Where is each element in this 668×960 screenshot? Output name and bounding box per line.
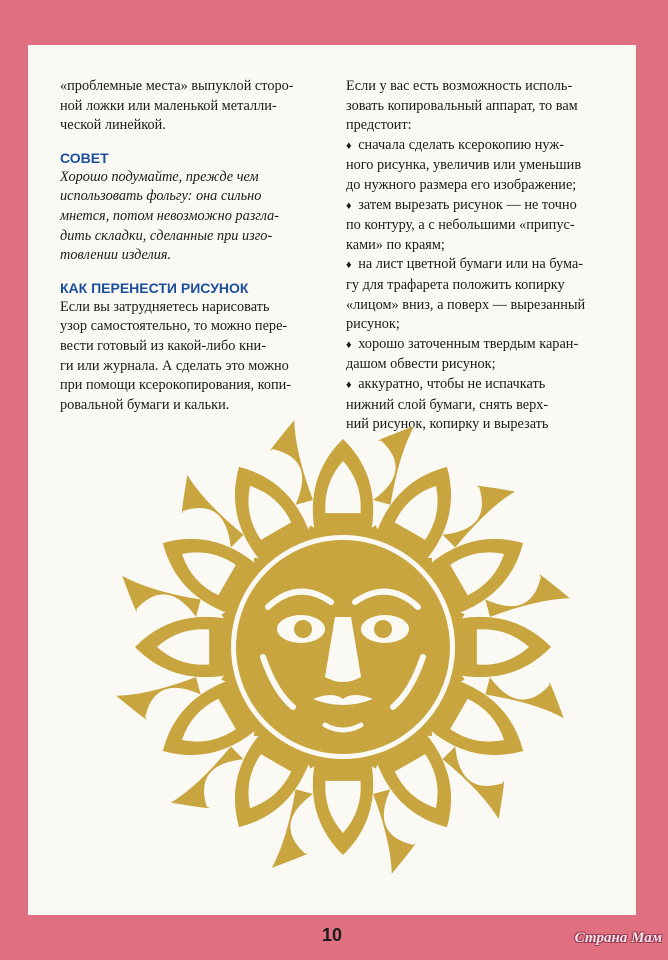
right-column-line-text: «лицом» вниз, а поверх — вырезанный [346,296,586,313]
right-column-line [346,375,631,396]
sun-ray [443,486,516,548]
intro-line: ческой линейкой. [60,117,166,134]
transfer-line: при помощи ксерокопирования, копи- [60,377,292,394]
tip-paragraph [60,168,310,266]
transfer-line: вести готовый из какой-либо кни- [60,337,266,354]
transfer-line: узор самостоятельно, то можно пере- [60,318,288,335]
right-column-line-text: гу для трафарета положить копирку [346,276,565,293]
right-column-line [346,176,631,196]
tip-line: дить складки, сделанные при изго- [60,227,273,244]
right-column-line-text: на лист цветной бумаги или на бума- [358,256,584,273]
sun-ray [182,475,244,548]
transfer-heading: КАК ПЕРЕНЕСТИ РИСУНОК [60,279,249,296]
right-column-line [346,77,631,97]
right-column-line [346,296,631,316]
right-column-line-text: ками» по краям; [346,236,445,253]
sun-ray [171,747,244,809]
sun-right-pupil [374,620,392,638]
transfer-line: Если вы затрудняетесь нарисовать [60,298,270,315]
right-column-line [346,335,631,356]
sun-ray [443,747,505,820]
tip-line: товлении изделия. [60,247,172,264]
tip-heading: СОВЕТ [60,149,109,166]
right-column-line [346,315,631,335]
right-column-line-text: предстоит: [346,117,412,134]
intro-line: «проблемные места» выпуклой сторо- [60,78,294,94]
transfer-line: ги или журнала. А сделать это можно [60,357,289,374]
tip-line: мнется, потом невозможно разгла- [60,207,280,224]
right-column-line-text: ний рисунок, копирку и вырезать [346,416,549,433]
right-column-line [346,136,631,157]
transfer-paragraph [60,298,310,416]
right-column-line [346,216,631,236]
right-column-line [346,116,631,136]
tip-line: использовать фольгу: она сильно [60,188,262,205]
right-column-line-text: хорошо заточенным твердым каран- [358,335,579,352]
right-column-line [346,255,631,276]
intro-line: ной ложки или маленькой металли- [60,97,277,114]
right-column-line [346,276,631,296]
right-column-line-text: ного рисунка, увеличив или уменьшив [346,157,582,174]
sun-face-icon [78,407,608,877]
diamond-bullet-icon: ♦ [346,259,352,272]
right-column-line [346,97,631,117]
right-column-line-text: Если у вас есть возможность исполь- [346,78,573,94]
right-column [346,77,631,435]
intro-paragraph [60,77,310,136]
right-column-line-text: сначала сделать ксерокопию нуж- [358,136,565,153]
right-column-line [346,355,631,375]
right-column-line [346,156,631,176]
right-column-line [346,236,631,256]
right-column-line-text: аккуратно, чтобы не испачкать [358,375,546,392]
right-column-line-text: по контуру, а с небольшими «припус- [346,217,575,234]
right-column-line-text: дашом обвести рисунок; [346,356,496,373]
sun-left-pupil [294,620,312,638]
right-column-line-text: нижний слой бумаги, снять верх- [346,396,549,413]
right-column-line-text: рисунок; [346,316,400,333]
watermark: Страна Мам [574,930,662,946]
diamond-bullet-icon: ♦ [346,338,352,351]
page-number: 10 [321,925,343,945]
right-column-line-text: зовать копировальный аппарат, то вам [346,97,578,114]
transfer-line: ровальной бумаги и кальки. [60,396,230,413]
right-column-line-text: затем вырезать рисунок — не точно [358,196,577,213]
diamond-bullet-icon: ♦ [346,139,352,152]
diamond-bullet-icon: ♦ [346,199,352,212]
right-column-line [346,196,631,217]
diamond-bullet-icon: ♦ [346,378,352,391]
right-column-line-text: до нужного размера его изображение; [346,176,577,193]
tip-line: Хорошо подумайте, прежде чем [60,168,259,185]
left-column [60,77,310,415]
